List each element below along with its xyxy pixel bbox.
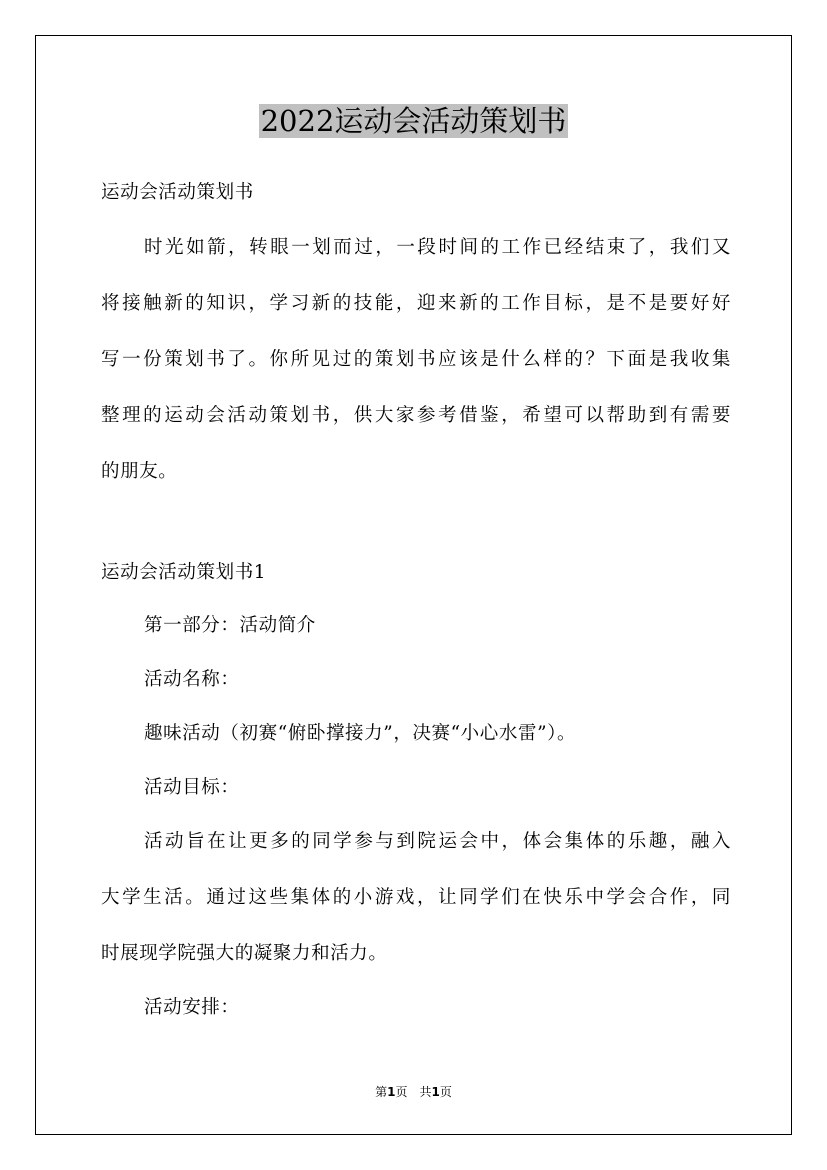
- intro-paragraph: [101, 220, 731, 500]
- document-heading: 运动会活动策划书: [101, 182, 254, 203]
- page-footer: [0, 1083, 827, 1101]
- intro-line-3: 写一份策划书了。你所见过的策划书应该是什么样的？下面是我收集: [101, 349, 731, 370]
- footer-page-number: 1: [387, 1085, 396, 1099]
- activity-arrangement-label: 活动安排：: [144, 997, 240, 1018]
- activity-name-label: 活动名称：: [144, 669, 240, 690]
- activity-goal-label: 活动目标：: [144, 777, 240, 798]
- activity-name-value: 趣味活动（初赛“俯卧撑接力”，决赛“小心水雷”）。: [144, 723, 577, 744]
- intro-line-1: 时光如箭，转眼一划而过，一段时间的工作已经结束了，我们又: [144, 237, 731, 258]
- goal-line-3: 时展现学院强大的凝聚力和活力。: [101, 943, 388, 964]
- footer-page-total: 1: [431, 1085, 440, 1099]
- activity-goal-paragraph: [101, 814, 731, 982]
- goal-line-2: 大学生活。通过这些集体的小游戏，让同学们在快乐中学会合作，同: [101, 887, 731, 908]
- intro-line-5: 的朋友。: [101, 461, 178, 482]
- part-1-heading: 第一部分：活动简介: [144, 615, 316, 636]
- section-1-heading: 运动会活动策划书1: [101, 562, 267, 583]
- footer-mid: 页 共: [395, 1085, 432, 1099]
- intro-line-4: 整理的运动会活动策划书，供大家参考借鉴，希望可以帮助到有需要: [101, 405, 731, 426]
- document-title: [0, 100, 827, 142]
- footer-prefix: 第: [375, 1085, 388, 1099]
- document-title-text: 2022运动会活动策划书: [260, 104, 567, 138]
- goal-line-1: 活动旨在让更多的同学参与到院运会中，体会集体的乐趣，融入: [144, 831, 731, 852]
- footer-suffix: 页: [439, 1085, 452, 1099]
- intro-line-2: 将接触新的知识，学习新的技能，迎来新的工作目标，是不是要好好: [101, 293, 731, 314]
